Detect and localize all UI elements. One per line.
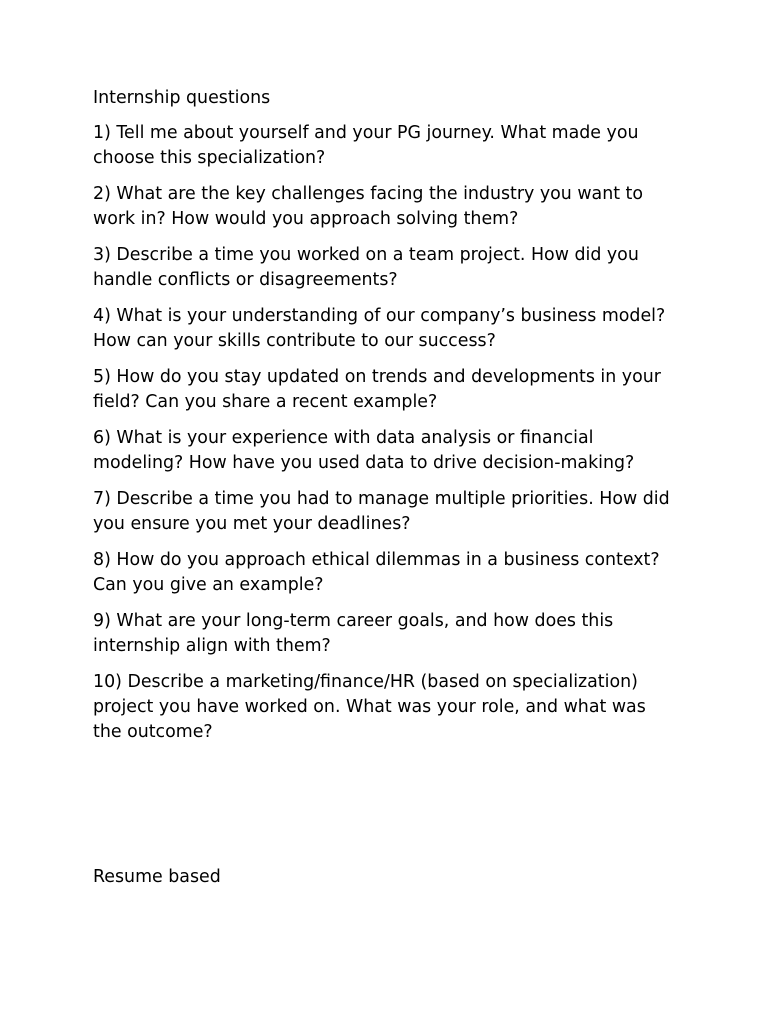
question-item-9: 9) What are your long-term career goals, and how does this internship align with them? [93,611,614,656]
question-item-5: 5) How do you stay updated on trends and developments in your field? Can you share a recent example? [93,367,661,412]
question-item-1: 1) Tell me about yourself and your PG journey. What made you choose this specialization? [93,123,639,168]
question-item-8: 8) How do you approach ethical dilemmas in a business context? Can you give an example? [93,550,660,595]
section-heading-resume: Resume based [93,867,221,887]
document-title: Internship questions [93,88,271,108]
question-item-6: 6) What is your experience with data analysis or financial modeling? How have you used data to drive decision-making? [93,428,635,473]
question-item-7: 7) Describe a time you had to manage multiple priorities. How did you ensure you met your deadlines? [93,489,670,534]
question-item-3: 3) Describe a time you worked on a team project. How did you handle conflicts or disagreements? [93,245,639,290]
document-body [93,86,678,756]
question-item-4: 4) What is your understanding of our company’s business model? How can your skills contribute to our success? [93,306,666,351]
question-item-10: 10) Describe a marketing/finance/HR (based on specialization) project you have worked on. What was your role, and what was the outcome? [93,672,646,742]
question-list [93,121,678,745]
question-item-2: 2) What are the key challenges facing the industry you want to work in? How would you approach solving them? [93,184,644,229]
